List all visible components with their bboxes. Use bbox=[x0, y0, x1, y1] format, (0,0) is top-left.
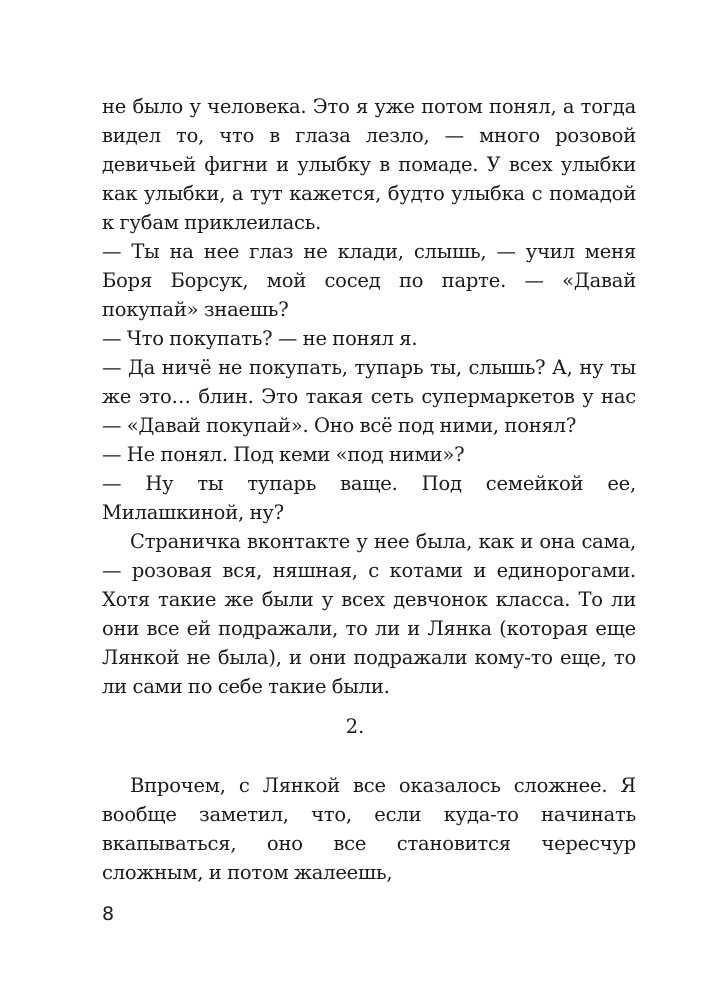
paragraph: не было у человека. Это я уже потом понял, а тогда видел то, что в глаза лезло, — много розовой девичьей фигни и улыбку в помаде. У всех улыбки как улыбки, а тут кажется, будто улыбка с помадой к губам приклеилась. bbox=[102, 95, 636, 234]
text-section-1 bbox=[102, 92, 636, 701]
chapter-heading: 2. bbox=[345, 715, 365, 738]
paragraph: Впрочем, с Лянкой все оказалось сложнее. Я вообще заметил, что, если куда-то начинать вкапываться, оно все становится чересчур сложным, и потом жалеешь, bbox=[102, 774, 636, 884]
page-number: 8 bbox=[102, 903, 115, 925]
dialog-line: — Ты на нее глаз не клади, слышь, — учил меня Боря Борсук, мой сосед по парте. — «Давай покупай» знаешь? bbox=[102, 240, 636, 321]
text-section-2 bbox=[102, 771, 636, 887]
paragraph: Страничка вконтакте у нее была, как и она сама, — розовая вся, няшная, с котами и единорогами. Хотя такие же были у всех девчонок класса. То ли они все ей подражали, то ли и Лянка (которая еще Лянкой не была), и они подражали кому-то еще, то ли сами по себе такие были. bbox=[102, 530, 636, 698]
dialog-line: — Не понял. Под кеми «под ними»? bbox=[102, 443, 465, 466]
dialog-line: — Ну ты тупарь ваще. Под семейкой ее, Милашкиной, ну? bbox=[102, 472, 636, 524]
dialog-line: — Что покупать? — не понял я. bbox=[102, 327, 418, 350]
dialog-line: — Да ничё не покупать, тупарь ты, слышь? А, ну ты же это… блин. Это такая сеть супермаркетов у нас — «Давай покупай». Оно всё под ними, понял? bbox=[102, 356, 636, 437]
